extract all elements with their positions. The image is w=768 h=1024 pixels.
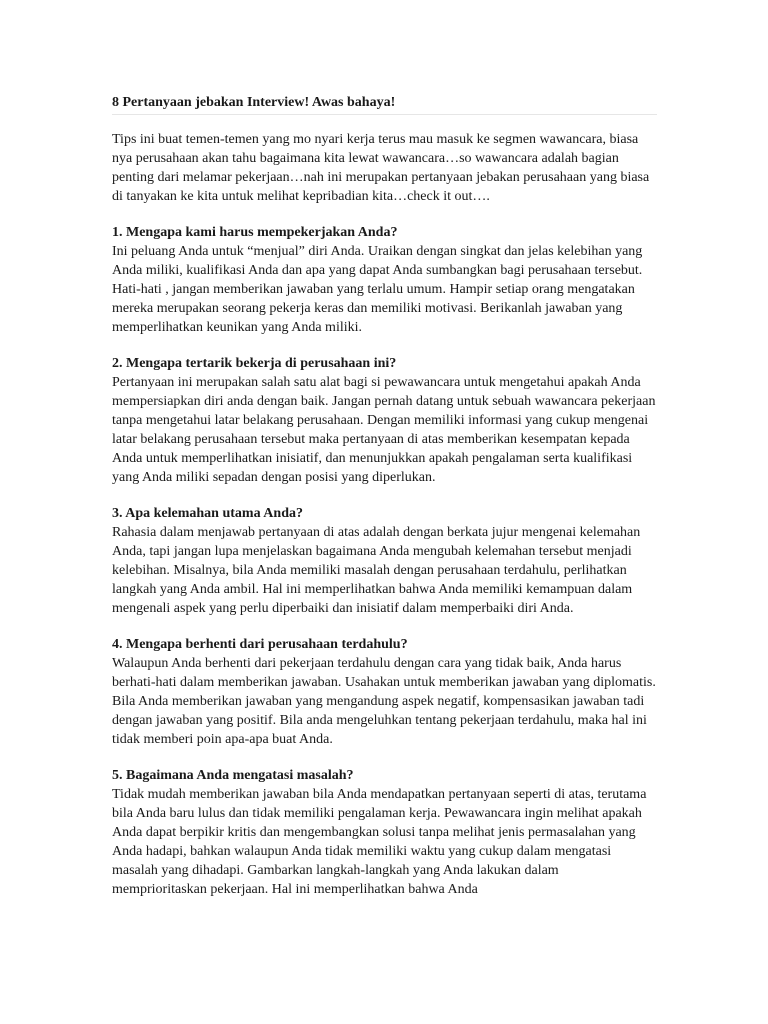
question-section-4 [112,635,657,749]
question-section-3 [112,504,657,618]
document-page [112,93,657,916]
question-answer: Rahasia dalam menjawab pertanyaan di atas adalah dengan berkata jujur mengenai kelemahan Anda, tapi jangan lupa menjelaskan bagaimana Anda mengubah kelemahan tersebut menjadi kelebihan. Misalnya, bila Anda memiliki masalah dengan perusahaan terdahulu, perlihatkan langkah yang Anda ambil. Hal ini memperlihatkan bahwa Anda memiliki kemampuan dalam mengenali aspek yang perlu diperbaiki dan inisiatif dalam memperbaiki diri Anda. [112,525,641,616]
question-answer: Ini peluang Anda untuk “menjual” diri Anda. Uraikan dengan singkat dan jelas kelebihan yang Anda miliki, kualifikasi Anda dan apa yang dapat Anda sumbangkan bagi perusahaan tersebut. Hati-hati , jangan memberikan jawaban yang terlalu umum. Hampir setiap orang mengatakan mereka merupakan seorang pekerja keras dan memiliki motivasi. Berikanlah jawaban yang memperlihatkan keunikan yang Anda miliki. [112,244,643,335]
question-answer: Tidak mudah memberikan jawaban bila Anda mendapatkan pertanyaan seperti di atas, terutama bila Anda baru lulus dan tidak memiliki pengalaman kerja. Pewawancara ingin melihat apakah Anda dapat berpikir kritis dan mengembangkan solusi tanpa melihat jenis permasalahan yang Anda hadapi, bahkan walaupun Anda tidak memiliki waktu yang cukup dalam mengatasi masalah yang dihadapi. Gambarkan langkah-langkah yang Anda lakukan dalam memprioritaskan pekerjaan. Hal ini memperlihatkan bahwa Anda [112,787,647,897]
intro-paragraph: Tips ini buat temen-temen yang mo nyari kerja terus mau masuk ke segmen wawancara, biasa nya perusahaan akan tahu bagaimana kita lewat wawancara…so wawancara adalah bagian penting dari melamar pekerjaan…nah ini merupakan pertanyaan jebakan perusahaan yang biasa di tanyakan ke kita untuk melihat kepribadian kita…check it out…. [112,132,650,204]
question-answer: Walaupun Anda berhenti dari pekerjaan terdahulu dengan cara yang tidak baik, Anda harus berhati-hati dalam memberikan jawaban. Usahakan untuk memberikan jawaban yang diplomatis. Bila Anda memberikan jawaban yang mengandung aspek negatif, kompensasikan jawaban tadi dengan jawaban yang positif. Bila anda mengeluhkan tentang pekerjaan terdahulu, maka hal ini tidak memberi poin apa-apa buat Anda. [112,656,656,747]
question-heading: 1. Mengapa kami harus mempekerjakan Anda? [112,225,398,240]
question-section-2 [112,354,657,487]
question-section-1 [112,223,657,337]
question-heading: 3. Apa kelemahan utama Anda? [112,506,303,521]
document-title: 8 Pertanyaan jebakan Interview! Awas bahaya! [112,93,657,115]
question-heading: 4. Mengapa berhenti dari perusahaan terdahulu? [112,637,408,652]
question-section-5 [112,766,657,899]
question-heading: 2. Mengapa tertarik bekerja di perusahaan ini? [112,356,397,371]
question-answer: Pertanyaan ini merupakan salah satu alat bagi si pewawancara untuk mengetahui apakah Anda mempersiapkan diri anda dengan baik. Jangan pernah datang untuk sebuah wawancara pekerjaan tanpa mengetahui latar belakang perusahaan. Dengan memiliki informasi yang cukup mengenai latar belakang perusahaan tersebut maka pertanyaan di atas memberikan kesempatan kepada Anda untuk memperlihatkan inisiatif, dan menunjukkan apakah pengalaman serta kualifikasi yang Anda miliki sepadan dengan posisi yang diperlukan. [112,375,656,485]
question-heading: 5. Bagaimana Anda mengatasi masalah? [112,768,354,783]
